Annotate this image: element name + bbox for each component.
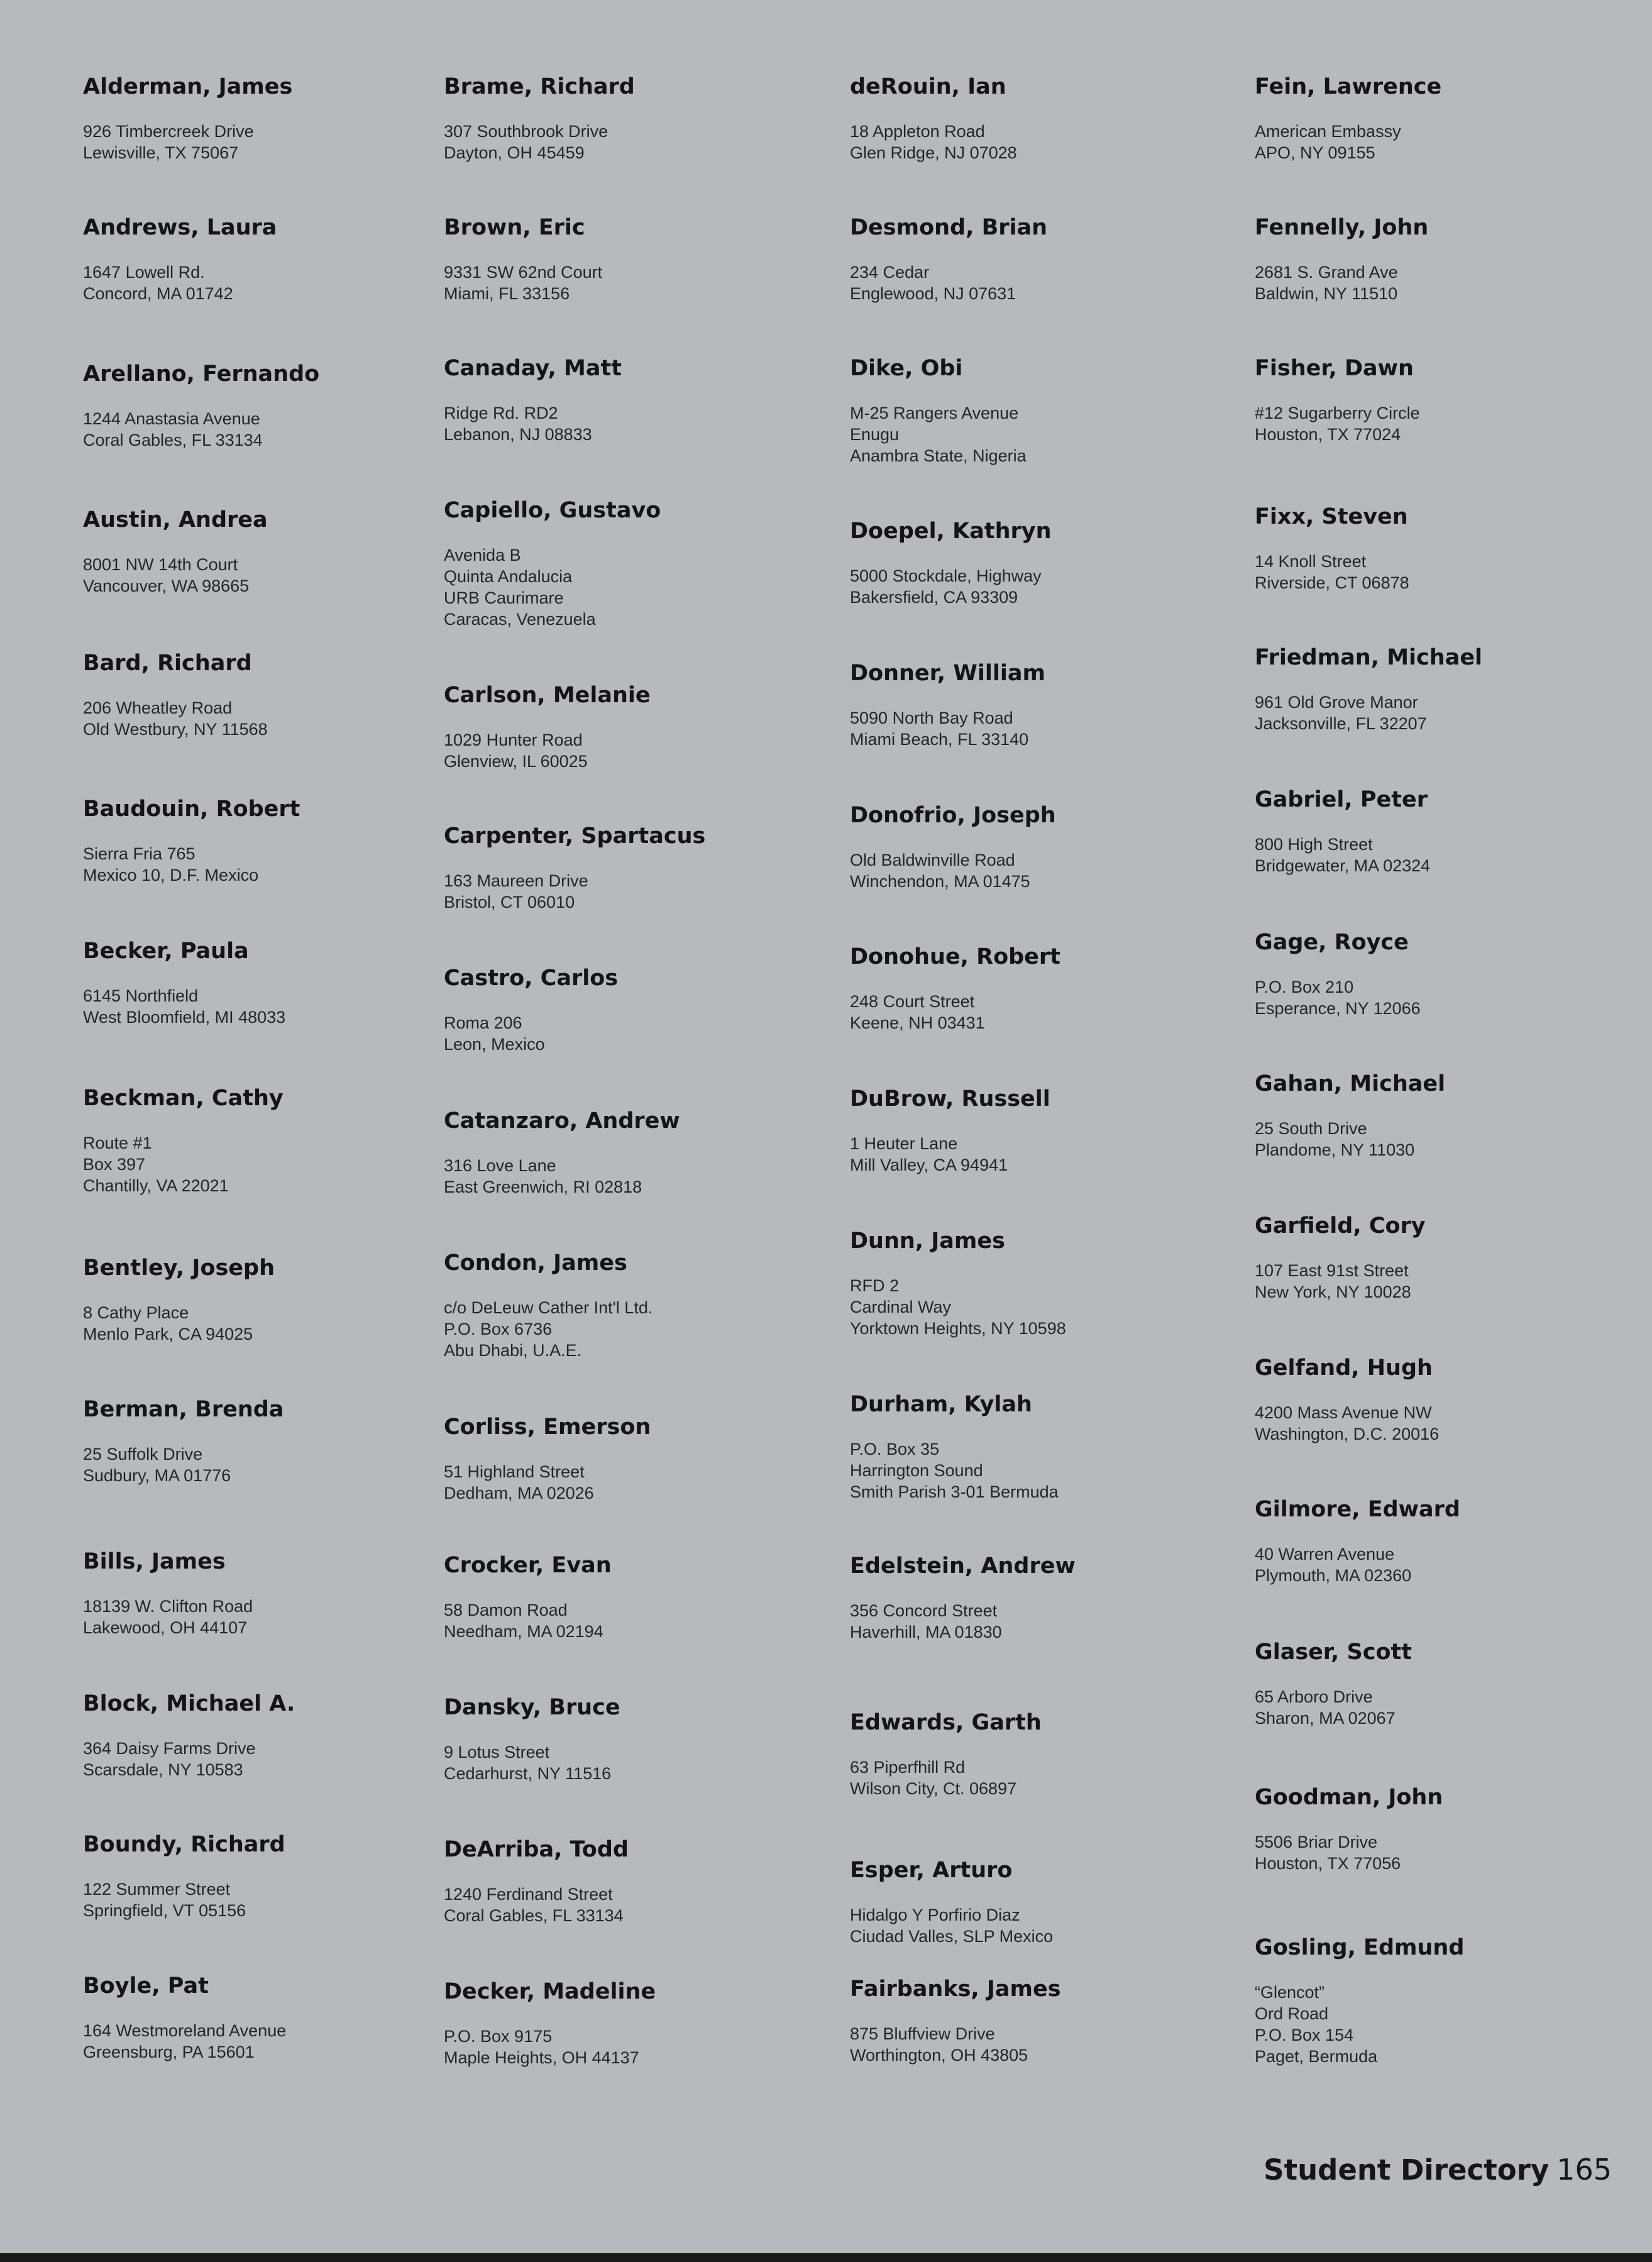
address-line: Plandome, NY 11030 <box>1255 1140 1415 1159</box>
directory-entry <box>1255 1354 1632 1445</box>
address-line: Bristol, CT 06010 <box>444 893 575 912</box>
student-name: Donohue, Robert <box>850 944 1060 969</box>
student-address <box>850 849 1227 892</box>
address-line: 926 Timbercreek Drive <box>83 122 254 141</box>
address-line: M-25 Rangers Avenue <box>850 404 1019 422</box>
address-line: Miami Beach, FL 33140 <box>850 730 1029 749</box>
directory-entry <box>444 822 821 913</box>
student-name: Arellano, Fernando <box>83 361 320 387</box>
student-name: Dike, Obi <box>850 356 963 381</box>
student-name: Desmond, Brian <box>850 215 1048 240</box>
address-line: Quinta Andalucia <box>444 567 573 586</box>
directory-entry <box>444 1413 821 1504</box>
directory-entry <box>83 1254 460 1345</box>
address-line: Caracas, Venezuela <box>444 610 596 629</box>
student-name: Garfield, Cory <box>1255 1213 1426 1239</box>
address-line: Bridgewater, MA 02324 <box>1255 856 1431 875</box>
address-line: Harrington Sound <box>850 1461 983 1480</box>
student-name: deRouin, Ian <box>850 74 1006 99</box>
student-address <box>444 1155 821 1198</box>
directory-entry <box>83 1084 460 1196</box>
directory-entry <box>444 1836 821 1926</box>
student-name: Gilmore, Edward <box>1255 1497 1460 1522</box>
address-line: APO, NY 09155 <box>1255 143 1375 162</box>
address-line: Cardinal Way <box>850 1298 952 1316</box>
directory-entry <box>850 214 1227 304</box>
address-line: Coral Gables, FL 33134 <box>444 1906 624 1925</box>
address-line: 8001 NW 14th Court <box>83 555 238 574</box>
student-address <box>1255 1118 1632 1161</box>
directory-entry <box>83 1972 460 2063</box>
student-name: Boundy, Richard <box>83 1832 285 1857</box>
directory-entry <box>444 964 821 1055</box>
student-address <box>1255 1260 1632 1303</box>
student-address <box>850 262 1227 304</box>
address-line: 9 Lotus Street <box>444 1743 550 1762</box>
student-address <box>83 554 460 597</box>
directory-entry <box>1255 644 1632 734</box>
directory-entry <box>1255 1934 1632 2067</box>
student-address <box>1255 121 1632 163</box>
student-name: Gabriel, Peter <box>1255 787 1428 812</box>
directory-entry <box>83 506 460 597</box>
student-name: Bills, James <box>83 1549 226 1574</box>
directory-entry <box>850 1552 1227 1643</box>
directory-entry <box>83 1831 460 1921</box>
address-line: Cedarhurst, NY 11516 <box>444 1764 612 1783</box>
student-address <box>444 1741 821 1784</box>
student-name: Capiello, Gustavo <box>444 498 661 523</box>
directory-entry <box>444 1552 821 1642</box>
student-address <box>83 408 460 451</box>
address-line: Glen Ridge, NJ 07028 <box>850 143 1017 162</box>
student-address <box>83 1443 460 1486</box>
address-line: Ridge Rd. RD2 <box>444 404 558 422</box>
address-line: 1240 Ferdinand Street <box>444 1885 613 1904</box>
directory-entry <box>850 943 1227 1034</box>
student-name: Decker, Madeline <box>444 1979 656 2004</box>
student-address <box>1255 262 1632 304</box>
address-line: Roma 206 <box>444 1013 522 1032</box>
address-line: American Embassy <box>1255 122 1401 141</box>
address-line: 1244 Anastasia Avenue <box>83 409 260 428</box>
student-name: Goodman, John <box>1255 1785 1443 1810</box>
address-line: Mexico 10, D.F. Mexico <box>83 866 259 885</box>
directory-entry <box>444 681 821 772</box>
address-line: c/o DeLeuw Cather Int'l Ltd. <box>444 1298 653 1317</box>
address-line: 14 Knoll Street <box>1255 552 1367 571</box>
directory-entry <box>850 1975 1227 2066</box>
address-line: Coral Gables, FL 33134 <box>83 431 263 450</box>
student-name: Boyle, Pat <box>83 1973 209 1999</box>
student-name: Carlson, Melanie <box>444 683 651 708</box>
address-line: 63 Piperfhill Rd <box>850 1758 966 1777</box>
address-line: Maple Heights, OH 44137 <box>444 2048 639 2067</box>
directory-entry <box>83 1548 460 1638</box>
student-address <box>850 1757 1227 1799</box>
student-address <box>83 985 460 1028</box>
student-name: Condon, James <box>444 1250 627 1276</box>
address-line: 107 East 91st Street <box>1255 1261 1409 1280</box>
student-address <box>444 1884 821 1926</box>
address-line: Avenida B <box>444 546 521 565</box>
section-title: Student Directory <box>1264 2153 1550 2187</box>
directory-entry <box>850 517 1227 608</box>
student-name: Durham, Kylah <box>850 1392 1032 1417</box>
student-address <box>1255 692 1632 734</box>
address-line: Smith Parish 3-01 Bermuda <box>850 1482 1059 1501</box>
directory-entry <box>83 937 460 1028</box>
address-line: 51 Highland Street <box>444 1462 585 1481</box>
directory-entry <box>1255 786 1632 876</box>
student-name: Brame, Richard <box>444 74 635 99</box>
address-line: Baldwin, NY 11510 <box>1255 284 1398 303</box>
directory-entry <box>83 649 460 740</box>
address-line: 5000 Stockdale, Highway <box>850 566 1042 585</box>
student-name: Fein, Lawrence <box>1255 74 1442 99</box>
address-line: P.O. Box 154 <box>1255 2026 1354 2044</box>
address-line: Scarsdale, NY 10583 <box>83 1760 243 1779</box>
address-line: Abu Dhabi, U.A.E. <box>444 1341 582 1360</box>
student-name: Canaday, Matt <box>444 356 622 381</box>
student-address <box>444 402 821 445</box>
address-line: Ciudad Valles, SLP Mexico <box>850 1927 1054 1946</box>
student-name: Gage, Royce <box>1255 930 1409 955</box>
address-line: Vancouver, WA 98665 <box>83 577 250 595</box>
address-line: Paget, Bermuda <box>1255 2047 1378 2066</box>
address-line: Anambra State, Nigeria <box>850 446 1027 465</box>
student-name: Glaser, Scott <box>1255 1640 1412 1665</box>
address-line: Menlo Park, CA 94025 <box>83 1325 253 1343</box>
address-line: Mill Valley, CA 94941 <box>850 1156 1008 1174</box>
address-line: Box 397 <box>83 1155 146 1174</box>
student-name: Fennelly, John <box>1255 215 1429 240</box>
address-line: 6145 Northfield <box>83 986 199 1005</box>
student-address <box>83 121 460 163</box>
student-address <box>1255 551 1632 593</box>
address-line: Miami, FL 33156 <box>444 284 570 303</box>
student-address <box>1255 1831 1632 1874</box>
address-line: Esperance, NY 12066 <box>1255 999 1421 1018</box>
directory-entry <box>83 1690 460 1780</box>
student-address <box>83 697 460 740</box>
address-line: Wilson City, Ct. 06897 <box>850 1779 1017 1798</box>
student-name: Corliss, Emerson <box>444 1415 651 1440</box>
address-line: West Bloomfield, MI 48033 <box>83 1008 286 1027</box>
student-name: Dansky, Bruce <box>444 1695 620 1720</box>
student-name: Berman, Brenda <box>83 1397 284 1422</box>
address-line: 5090 North Bay Road <box>850 709 1013 727</box>
address-line: Enugu <box>850 425 900 444</box>
directory-entry <box>1255 1496 1632 1586</box>
directory-entry <box>83 1396 460 1486</box>
student-name: Dunn, James <box>850 1228 1005 1254</box>
address-line: P.O. Box 35 <box>850 1440 940 1459</box>
student-address <box>850 1904 1227 1947</box>
address-line: Englewood, NJ 07631 <box>850 284 1016 303</box>
student-address <box>444 262 821 304</box>
directory-entry <box>850 659 1227 750</box>
directory-entry <box>850 1709 1227 1799</box>
address-line: 316 Love Lane <box>444 1156 556 1175</box>
address-line: 163 Maureen Drive <box>444 871 588 890</box>
address-line: 5506 Briar Drive <box>1255 1833 1378 1851</box>
student-name: Donner, William <box>850 661 1045 686</box>
student-name: Edwards, Garth <box>850 1710 1042 1735</box>
student-address <box>1255 1543 1632 1586</box>
student-address <box>83 843 460 886</box>
student-name: Doepel, Kathryn <box>850 519 1052 544</box>
address-line: Washington, D.C. 20016 <box>1255 1425 1440 1443</box>
address-line: Dayton, OH 45459 <box>444 143 585 162</box>
address-line: Sudbury, MA 01776 <box>83 1466 231 1485</box>
directory-entry <box>444 1249 821 1361</box>
address-line: Old Baldwinville Road <box>850 851 1015 869</box>
address-line: Haverhill, MA 01830 <box>850 1623 1002 1641</box>
student-name: Alderman, James <box>83 74 293 99</box>
address-line: 25 Suffolk Drive <box>83 1445 203 1464</box>
address-line: 65 Arboro Drive <box>1255 1687 1373 1706</box>
student-address <box>850 565 1227 608</box>
address-line: East Greenwich, RI 02818 <box>444 1178 642 1196</box>
student-address <box>444 870 821 913</box>
student-name: Brown, Eric <box>444 215 585 240</box>
address-line: #12 Sugarberry Circle <box>1255 404 1420 422</box>
address-line: Plymouth, MA 02360 <box>1255 1566 1412 1585</box>
address-line: 1 Heuter Lane <box>850 1134 958 1153</box>
address-line: 164 Westmoreland Avenue <box>83 2021 287 2040</box>
student-name: Fixx, Steven <box>1255 504 1408 529</box>
student-name: Gosling, Edmund <box>1255 1935 1465 1960</box>
address-line: Sharon, MA 02067 <box>1255 1709 1396 1728</box>
address-line: Old Westbury, NY 11568 <box>83 720 268 739</box>
address-line: 40 Warren Avenue <box>1255 1545 1395 1564</box>
address-line: 2681 S. Grand Ave <box>1255 263 1398 282</box>
student-address <box>850 1600 1227 1643</box>
address-line: 8 Cathy Place <box>83 1303 189 1322</box>
directory-entry <box>850 1085 1227 1176</box>
student-name: Fairbanks, James <box>850 1977 1061 2002</box>
address-line: Yorktown Heights, NY 10598 <box>850 1319 1066 1338</box>
student-address <box>444 1461 821 1504</box>
student-address <box>83 1302 460 1345</box>
student-address <box>444 1012 821 1055</box>
directory-entry <box>1255 1638 1632 1729</box>
student-address <box>850 1133 1227 1176</box>
address-line: Glenview, IL 60025 <box>444 752 588 771</box>
student-address <box>850 121 1227 163</box>
address-line: P.O. Box 9175 <box>444 2027 553 2046</box>
student-name: Donofrio, Joseph <box>850 803 1056 828</box>
student-name: Fisher, Dawn <box>1255 356 1414 381</box>
directory-entry <box>1255 929 1632 1019</box>
student-name: Gelfand, Hugh <box>1255 1355 1433 1381</box>
directory-entry <box>1255 355 1632 445</box>
student-address <box>83 1738 460 1780</box>
student-address <box>444 121 821 163</box>
address-line: 18139 W. Clifton Road <box>83 1597 253 1616</box>
page-number: 165 <box>1556 2153 1612 2187</box>
student-address <box>1255 834 1632 876</box>
student-name: DeArriba, Todd <box>444 1837 629 1862</box>
address-line: 356 Concord Street <box>850 1601 998 1620</box>
address-line: Hidalgo Y Porfirio Diaz <box>850 1906 1020 1924</box>
address-line: Leon, Mexico <box>444 1035 545 1054</box>
student-address <box>850 1438 1227 1503</box>
address-line: 58 Damon Road <box>444 1601 568 1619</box>
student-address <box>83 1132 460 1196</box>
student-address <box>850 991 1227 1034</box>
address-line: P.O. Box 210 <box>1255 978 1354 996</box>
directory-entry <box>850 1391 1227 1503</box>
address-line: 364 Daisy Farms Drive <box>83 1739 256 1758</box>
student-name: Catanzaro, Andrew <box>444 1108 680 1134</box>
student-address <box>850 402 1227 466</box>
student-address <box>83 262 460 304</box>
directory-entry <box>1255 73 1632 163</box>
address-line: Ord Road <box>1255 2004 1329 2023</box>
address-line: Dedham, MA 02026 <box>444 1484 594 1503</box>
address-line: 800 High Street <box>1255 835 1373 854</box>
student-name: Austin, Andrea <box>83 507 268 532</box>
student-address <box>850 2023 1227 2066</box>
student-address <box>1255 1686 1632 1729</box>
address-line: Jacksonville, FL 32207 <box>1255 714 1427 733</box>
address-line: Chantilly, VA 22021 <box>83 1176 229 1195</box>
address-line: Greensburg, PA 15601 <box>83 2043 255 2061</box>
page-footer <box>1264 2153 1612 2187</box>
address-line: Sierra Fria 765 <box>83 844 195 863</box>
student-address <box>444 2026 821 2068</box>
address-line: Keene, NH 03431 <box>850 1013 985 1032</box>
address-line: “Glencot” <box>1255 1983 1325 2002</box>
address-line: Houston, TX 77056 <box>1255 1854 1401 1873</box>
student-address <box>1255 402 1632 445</box>
student-name: Block, Michael A. <box>83 1691 295 1716</box>
address-line: 206 Wheatley Road <box>83 698 233 717</box>
directory-entry <box>1255 503 1632 593</box>
directory-entry <box>444 73 821 163</box>
student-address <box>1255 976 1632 1019</box>
student-address <box>83 1596 460 1638</box>
directory-entry <box>1255 1070 1632 1161</box>
directory-entry <box>83 360 460 451</box>
directory-entry <box>850 1856 1227 1947</box>
address-line: 25 South Drive <box>1255 1119 1367 1138</box>
address-line: Lewisville, TX 75067 <box>83 143 239 162</box>
student-name: Esper, Arturo <box>850 1858 1013 1883</box>
directory-entry <box>850 1227 1227 1339</box>
address-line: Winchendon, MA 01475 <box>850 872 1030 891</box>
student-name: Carpenter, Spartacus <box>444 824 706 849</box>
student-name: DuBrow, Russell <box>850 1086 1050 1112</box>
address-line: 307 Southbrook Drive <box>444 122 608 141</box>
student-name: Castro, Carlos <box>444 966 619 991</box>
address-line: 248 Court Street <box>850 992 975 1011</box>
directory-entry <box>444 1694 821 1784</box>
address-line: Bakersfield, CA 93309 <box>850 588 1018 607</box>
student-address <box>83 1879 460 1921</box>
address-line: 4200 Mass Avenue NW <box>1255 1403 1432 1422</box>
directory-entry <box>444 214 821 304</box>
student-address <box>444 544 821 630</box>
address-line: 875 Bluffview Drive <box>850 2024 995 2043</box>
address-line: URB Caurimare <box>444 588 564 607</box>
directory-entry <box>1255 1212 1632 1303</box>
address-line: Route #1 <box>83 1134 152 1152</box>
address-line: Worthington, OH 43805 <box>850 2046 1028 2065</box>
directory-entry <box>444 497 821 630</box>
address-line: RFD 2 <box>850 1276 900 1295</box>
student-address <box>444 1599 821 1642</box>
student-address <box>1255 1402 1632 1445</box>
address-line: Springfield, VT 05156 <box>83 1901 246 1920</box>
student-name: Friedman, Michael <box>1255 645 1483 670</box>
student-name: Andrews, Laura <box>83 215 277 240</box>
address-line: Needham, MA 02194 <box>444 1622 603 1641</box>
address-line: Concord, MA 01742 <box>83 284 233 303</box>
directory-entry <box>850 73 1227 163</box>
address-line: P.O. Box 6736 <box>444 1320 553 1338</box>
address-line: Lebanon, NJ 08833 <box>444 425 592 444</box>
address-line: 1029 Hunter Road <box>444 731 583 749</box>
address-line: New York, NY 10028 <box>1255 1283 1411 1301</box>
address-line: Lakewood, OH 44107 <box>83 1618 248 1637</box>
student-address <box>444 729 821 772</box>
student-address <box>850 707 1227 750</box>
directory-entry <box>444 1978 821 2068</box>
student-name: Edelstein, Andrew <box>850 1553 1076 1579</box>
student-name: Bentley, Joseph <box>83 1255 275 1281</box>
directory-entry <box>444 1107 821 1198</box>
address-line: Riverside, CT 06878 <box>1255 573 1409 592</box>
address-line: 234 Cedar <box>850 263 930 282</box>
directory-entry <box>1255 214 1632 304</box>
address-line: Houston, TX 77024 <box>1255 425 1401 444</box>
directory-entry <box>1255 1784 1632 1874</box>
directory-entry <box>83 73 460 163</box>
student-name: Gahan, Michael <box>1255 1071 1446 1096</box>
directory-entry <box>444 355 821 445</box>
student-name: Becker, Paula <box>83 939 249 964</box>
address-line: 1647 Lowell Rd. <box>83 263 205 282</box>
address-line: 961 Old Grove Manor <box>1255 693 1418 712</box>
bottom-border <box>0 2253 1652 2262</box>
student-name: Crocker, Evan <box>444 1553 612 1578</box>
student-name: Baudouin, Robert <box>83 797 300 822</box>
student-address <box>83 2020 460 2063</box>
address-line: 122 Summer Street <box>83 1880 231 1899</box>
directory-entry <box>850 355 1227 466</box>
student-address <box>444 1297 821 1361</box>
student-name: Beckman, Cathy <box>83 1086 284 1111</box>
student-address <box>850 1275 1227 1339</box>
directory-entry <box>83 795 460 886</box>
address-line: 18 Appleton Road <box>850 122 985 141</box>
directory-entry <box>850 802 1227 892</box>
address-line: 9331 SW 62nd Court <box>444 263 603 282</box>
student-name: Bard, Richard <box>83 651 252 676</box>
directory-entry <box>83 214 460 304</box>
student-address <box>1255 1982 1632 2067</box>
